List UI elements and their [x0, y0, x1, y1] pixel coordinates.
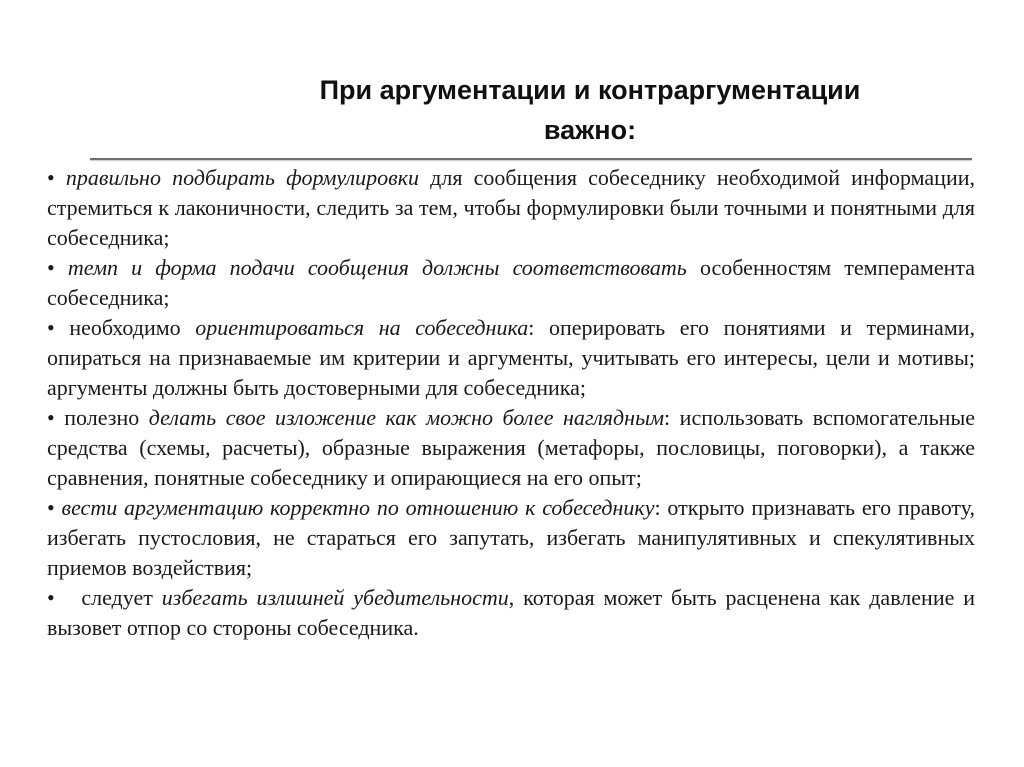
- bullet-lead-text: необходимо: [69, 315, 196, 340]
- bullet-text: : использовать вспомогательные средства (схемы, расчеты), образные выражения (метафоры, пословицы, поговорки), а также сравнения, понятные собеседнику и опирающиеся на его опыт;: [47, 405, 975, 490]
- bullet-emphasis: правильно подбирать формулировки: [65, 165, 419, 190]
- bullet-text: : открыто признавать его правоту, избегать пустословия, не стараться его запутать, избегать манипулятивных и спекулятивных приемов воздействия;: [47, 495, 976, 580]
- bullet-marker: •: [47, 165, 55, 190]
- bullet-text: для сообщения собеседнику необходимой информации, стремиться к лаконичности, следить за тем, чтобы формулировки были точными и понятными для собеседника;: [47, 165, 976, 250]
- bullet-text: , которая может быть расценена как давление и вызовет отпор со стороны собеседника.: [47, 585, 976, 640]
- bullet-emphasis: ориентироваться на собеседника: [195, 315, 529, 340]
- bullet-list: [47, 163, 975, 643]
- bullet-lead-text: полезно: [64, 405, 149, 430]
- bullet-emphasis: делать свое изложение как можно более наглядным: [148, 405, 665, 430]
- bullet-item-4: [47, 403, 975, 493]
- bullet-item-2: [47, 253, 975, 313]
- title-divider: [90, 158, 972, 160]
- bullet-item-5: [47, 493, 975, 583]
- bullet-text: : оперировать его понятиями и терминами, опираться на признаваемые им критерии и аргументы, учитывать его интересы, цели и мотивы; аргументы должны быть достоверными для собеседника;: [47, 315, 976, 400]
- bullet-marker: •: [47, 405, 55, 430]
- slide-title: [200, 70, 980, 150]
- bullet-emphasis: избегать излишней убедительности: [161, 585, 509, 610]
- bullet-lead-text: следует: [81, 585, 162, 610]
- bullet-emphasis: темп и форма подачи сообщения должны соответствовать: [67, 255, 687, 280]
- bullet-item-3: [47, 313, 975, 403]
- bullet-marker: •: [47, 255, 55, 280]
- bullet-emphasis: вести аргументацию корректно по отношению к собеседнику: [61, 495, 655, 520]
- bullet-marker: •: [47, 315, 55, 340]
- slide-title-line-1: При аргументации и контраргументации: [319, 75, 861, 105]
- slide-title-line-2: важно:: [543, 115, 637, 145]
- bullet-marker: •: [47, 585, 55, 610]
- bullet-text: особенностям темперамента собеседника;: [47, 255, 976, 310]
- bullet-marker: •: [47, 495, 55, 520]
- bullet-item-1: [47, 163, 975, 253]
- bullet-item-6: [47, 583, 975, 643]
